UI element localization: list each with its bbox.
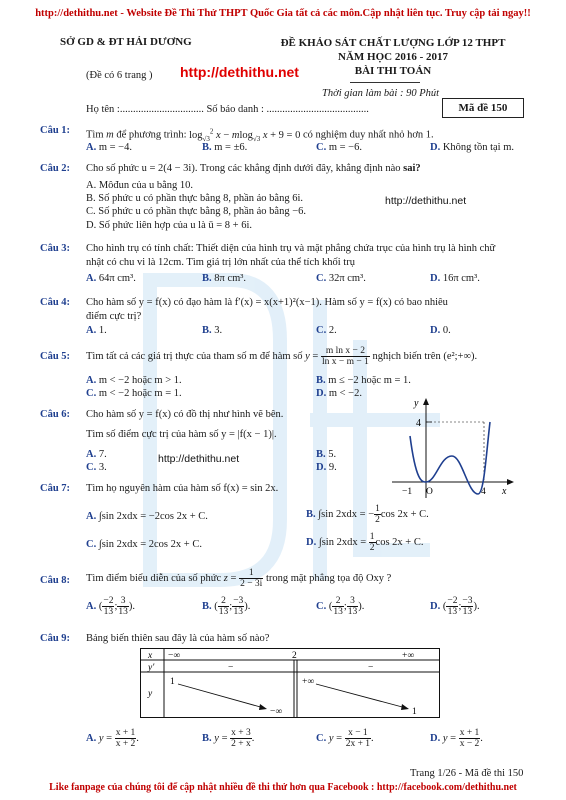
origin-label: O xyxy=(426,487,433,497)
x-two: 2 xyxy=(292,651,297,661)
option-d[interactable]: D. Không tồn tại m. xyxy=(430,142,515,153)
option-a[interactable]: A. m < −2 hoặc m > 1. xyxy=(86,375,182,386)
question-5 xyxy=(40,346,540,402)
x-pos-inf: +∞ xyxy=(402,651,415,661)
option-c[interactable]: C. y = $\frac{x - 1}{2x + 1}$ . xyxy=(316,728,374,749)
tick-label-x4: 4 xyxy=(481,487,486,497)
question-number: Câu 9: xyxy=(40,633,71,644)
site-watermark-text[interactable]: http://dethithu.net xyxy=(385,195,467,207)
exam-time: Thời gian làm bài : 90 Phút xyxy=(322,88,440,99)
stem-text: để phương trình: xyxy=(116,129,187,141)
option-c[interactable]: C. 2. xyxy=(316,325,337,336)
arrowhead xyxy=(259,704,267,710)
option-c[interactable]: C. Số phức u có phần thực bằng 8, phần ảo bằng −6. xyxy=(86,206,306,217)
option-d[interactable]: D. 0. xyxy=(430,325,451,336)
function-fraction: $\frac{\text{m ln x − 2}}{\text{ln x − m − 1}}$ xyxy=(321,346,369,367)
x-row-label: x xyxy=(148,651,153,661)
option-a[interactable]: A. Môđun của u bằng 10. xyxy=(86,180,194,191)
stem-text: điểm cực trị? xyxy=(86,311,142,322)
option-c[interactable]: C. 32π cm³. xyxy=(316,273,366,284)
question-3 xyxy=(40,242,540,288)
question-stem xyxy=(86,408,386,442)
y-label: y xyxy=(414,398,419,409)
option-d[interactable]: D. y = $\frac{x + 1}{x - 2}$ . xyxy=(430,728,483,749)
option-a[interactable]: A. 1. xyxy=(86,325,107,336)
exam-title-block xyxy=(278,36,508,78)
question-number: Câu 1: xyxy=(40,125,71,136)
question-stem: Bảng biến thiên sau đây là của hàm số nào? xyxy=(86,633,270,644)
stem-text: Tìm xyxy=(86,129,104,141)
candidate-info: Họ tên :................................ Số báo danh : ....................................... xyxy=(86,104,369,115)
sign-right: − xyxy=(368,663,374,673)
question-4 xyxy=(40,296,540,342)
option-d[interactable]: D. 9. xyxy=(316,462,337,473)
option-b[interactable]: B. 8π cm³. xyxy=(202,273,247,284)
option-c[interactable]: C. m < −2 hoặc m = 1. xyxy=(86,388,182,399)
option-a[interactable]: A. ∫sin 2xdx = −2cos 2x + C. xyxy=(86,511,208,522)
question-number: Câu 6: xyxy=(40,409,71,420)
yprime-row-label: y′ xyxy=(148,663,155,673)
y-equals: y = xyxy=(305,350,319,362)
y-right-start: +∞ xyxy=(302,677,315,687)
site-watermark-text[interactable]: http://dethithu.net xyxy=(158,453,240,465)
option-b[interactable]: B. y = $\frac{x + 3}{2 + x}$ . xyxy=(202,728,255,749)
page-number: Trang 1/26 - Mã đề thi 150 xyxy=(410,768,524,779)
option-a[interactable]: A. 64π cm³. xyxy=(86,273,136,284)
stem-text: Cho hình trụ có tính chất: Thiết diện của hình trụ và mặt phẳng chứa trục của hình trụ là hình chữ xyxy=(86,243,496,254)
question-number: Câu 3: xyxy=(40,243,71,254)
arrowhead xyxy=(401,704,409,710)
z-equals: z = xyxy=(223,572,237,584)
question-stem: Tìm họ nguyên hàm của hàm số f(x) = sin 2x. xyxy=(86,483,279,494)
arrow-right xyxy=(316,684,406,708)
top-banner[interactable]: http://dethithu.net - Website Đề Thi Thử THPT Quốc Gia tất cả các môn.Cập nhật liên tục. Truy cập tải ngay!! xyxy=(35,8,531,19)
option-d[interactable]: D. m < −2. xyxy=(316,388,362,399)
question-2 xyxy=(40,162,540,238)
stem-text: nhật có chu vi là 12cm. Tìm giá trị lớn nhất của thể tích khối trụ xyxy=(86,257,355,268)
stem-text: Tìm tất cả các giá trị thực của tham số m để hàm số xyxy=(86,350,303,362)
question-stem xyxy=(86,568,546,589)
question-stem xyxy=(86,296,546,324)
y-left-end: −∞ xyxy=(270,707,283,717)
option-d[interactable]: D. ∫sin 2xdx = $\frac{1}{2}$ cos 2x + C. xyxy=(306,532,424,553)
option-b[interactable]: B. 3. xyxy=(202,325,223,336)
stem-text: có nghiệm duy nhất nhỏ hơn 1. xyxy=(302,129,434,141)
option-b[interactable]: B. ( $\frac{2}{13}$ ; $\frac{-3}{13}$ ). xyxy=(202,596,251,617)
y-row-label: y xyxy=(148,689,153,699)
question-7 xyxy=(40,482,540,558)
option-c[interactable]: C. m = −6. xyxy=(316,142,362,153)
option-a[interactable]: A. ( $\frac{-2}{13}$ ; $\frac{3}{13}$ ). xyxy=(86,596,135,617)
option-d[interactable]: D. ( $\frac{-2}{13}$ ; $\frac{-3}{13}$ ). xyxy=(430,596,480,617)
header-divider xyxy=(350,82,420,83)
option-b[interactable]: B. m = ±6. xyxy=(202,142,248,153)
option-a[interactable]: A. m = −4. xyxy=(86,142,132,153)
tick-label-y4: 4 xyxy=(416,418,421,429)
option-a[interactable]: A. 7. xyxy=(86,449,107,460)
table-border xyxy=(141,649,440,718)
stem-text: Tìm số điểm cực trị của hàm số y = |f(x − 1)|. xyxy=(86,429,277,440)
question-number: Câu 8: xyxy=(40,575,71,586)
arrow-left xyxy=(178,684,264,708)
y-right-end: 1 xyxy=(412,707,417,717)
option-c[interactable]: C. ( $\frac{2}{13}$ ; $\frac{3}{13}$ ). xyxy=(316,596,365,617)
option-c[interactable]: C. ∫sin 2xdx = 2cos 2x + C. xyxy=(86,539,202,550)
option-d[interactable]: D. 16π cm³. xyxy=(430,273,480,284)
question-number: Câu 7: xyxy=(40,483,71,494)
exam-code-box: Mã đề 150 xyxy=(442,98,524,118)
y-axis-arrow xyxy=(423,398,429,405)
footer-banner[interactable]: Like fanpage của chúng tôi để cập nhật nhiều đề thi thử hơn qua Facebook : http://facebook.com/dethithu.net xyxy=(49,782,517,793)
z-fraction: $\frac{1}{2 - 3i}$ xyxy=(240,568,263,589)
stem-emphasis: sai? xyxy=(403,163,421,174)
site-link[interactable]: http://dethithu.net xyxy=(180,64,299,80)
stem-text: Cho số phức u = 2(4 − 3i). Trong các khẳng định dưới đây, khẳng định nào xyxy=(86,163,401,174)
tick-label-neg1: −1 xyxy=(402,487,413,497)
stem-text: nghịch biến trên (e²;+∞). xyxy=(372,350,478,362)
question-number: Câu 5: xyxy=(40,351,71,362)
stem-text: Cho hàm số y = f(x) có đạo hàm là f′(x) = x(x+1)²(x−1). Hàm số y = f(x) có bao nhiêu xyxy=(86,297,448,308)
pages-note: (Đề có 6 trang ) xyxy=(86,70,153,81)
question-stem xyxy=(86,346,546,367)
question-number: Câu 4: xyxy=(40,297,71,308)
stem-text: Tìm điểm biểu diễn của số phức xyxy=(86,572,222,584)
option-a[interactable]: A. y = $\frac{x + 1}{x + 2}$ . xyxy=(86,728,139,749)
equation: $\log_{√3}^2 x - mlog_{√3}$ x + 9 = 0 xyxy=(189,127,301,143)
x-label: x xyxy=(502,486,507,497)
option-b[interactable]: B. m ≤ −2 hoặc m = 1. xyxy=(316,375,411,386)
question-9 xyxy=(40,632,540,646)
question-stem xyxy=(86,242,546,270)
question-stem xyxy=(86,162,546,176)
question-9-options xyxy=(40,728,540,758)
department-name: SỞ GD & ĐT HẢI DƯƠNG xyxy=(60,36,192,48)
option-d[interactable]: D. Số phức liên hợp của u là ū = 8 + 6i. xyxy=(86,220,252,231)
x-neg-inf: −∞ xyxy=(168,651,181,661)
school-year: NĂM HỌC 2016 - 2017 xyxy=(338,51,448,63)
option-b[interactable]: B. ∫sin 2xdx = − $\frac{1}{2}$ cos 2x + C. xyxy=(306,504,429,525)
exam-header xyxy=(0,36,566,99)
question-number: Câu 2: xyxy=(40,163,71,174)
y-left-start: 1 xyxy=(170,677,175,687)
subject: BÀI THI TOÁN xyxy=(354,65,432,77)
option-b[interactable]: B. 5. xyxy=(316,449,337,460)
sign-left: − xyxy=(228,663,234,673)
exam-title: ĐỀ KHẢO SÁT CHẤT LƯỢNG LỚP 12 THPT xyxy=(280,37,506,49)
question-8 xyxy=(40,568,540,624)
variation-table xyxy=(140,648,440,718)
option-c[interactable]: C. 3. xyxy=(86,462,107,473)
option-b[interactable]: B. Số phức u có phần thực bằng 8, phần ảo bằng 6i. xyxy=(86,193,303,204)
question-stem: Tìm m để phương trình: $\log_{√3}^2 x - mlog_{√3}$ x + 9 = 0 có nghiệm duy nhất nhỏ hơn 1. xyxy=(86,127,434,143)
stem-text: Cho hàm số y = f(x) có đồ thị như hình vẽ bên. xyxy=(86,409,284,420)
question-1 xyxy=(40,124,540,158)
stem-text: trong mặt phẳng tọa độ Oxy ? xyxy=(265,572,392,584)
